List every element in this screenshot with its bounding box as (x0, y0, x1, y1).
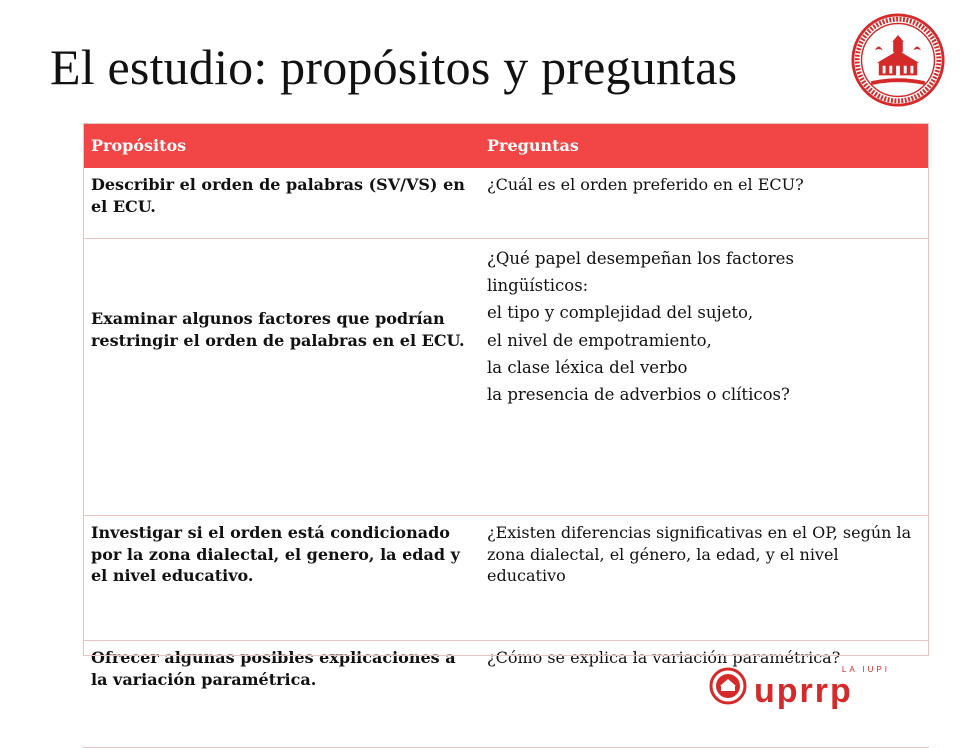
purpose-cell: Examinar algunos factores que podrían restringir el orden de palabras en el ECU. (83, 239, 479, 516)
purpose-cell: Describir el orden de palabras (SV/VS) en el ECU. (83, 168, 479, 239)
question-line: el tipo y complejidad del sujeto, (487, 303, 754, 323)
table-row (83, 239, 929, 516)
slide-title: El estudio: propósitos y preguntas (50, 39, 738, 95)
university-seal-icon (850, 12, 946, 108)
question-cell (479, 516, 929, 641)
footer-brand-text: uprrp (754, 672, 853, 710)
table-row (83, 516, 929, 641)
header-purposes: Propósitos (83, 123, 479, 168)
purposes-questions-table (83, 123, 929, 748)
header-questions: Preguntas (479, 123, 929, 168)
question-line: lingüísticos: (487, 276, 589, 296)
question-line: ¿Existen diferencias significativas en el OP, según la zona dialectal, el género, la edad, y el nivel educativo (487, 523, 912, 586)
uprrp-logo-icon (708, 662, 908, 712)
question-line: la presencia de adverbios o clíticos? (487, 385, 790, 405)
table-row (83, 168, 929, 239)
question-line: ¿Cómo se explica la variación paramétrica? (487, 648, 841, 667)
purpose-cell: Ofrecer algunas posibles explicaciones a la variación paramétrica. (83, 641, 479, 748)
question-cell (479, 168, 929, 239)
question-cell (479, 239, 929, 516)
question-line: ¿Qué papel desempeñan los factores (487, 249, 794, 268)
question-line: la clase léxica del verbo (487, 357, 688, 377)
question-line: el nivel de empotramiento, (487, 330, 712, 350)
purpose-cell: Investigar si el orden está condicionado por la zona dialectal, el genero, la edad y el nivel educativo. (83, 516, 479, 641)
footer-tagline: LA IUPI (841, 665, 890, 674)
table-header-row (83, 123, 929, 168)
question-line: ¿Cuál es el orden preferido en el ECU? (487, 175, 804, 194)
